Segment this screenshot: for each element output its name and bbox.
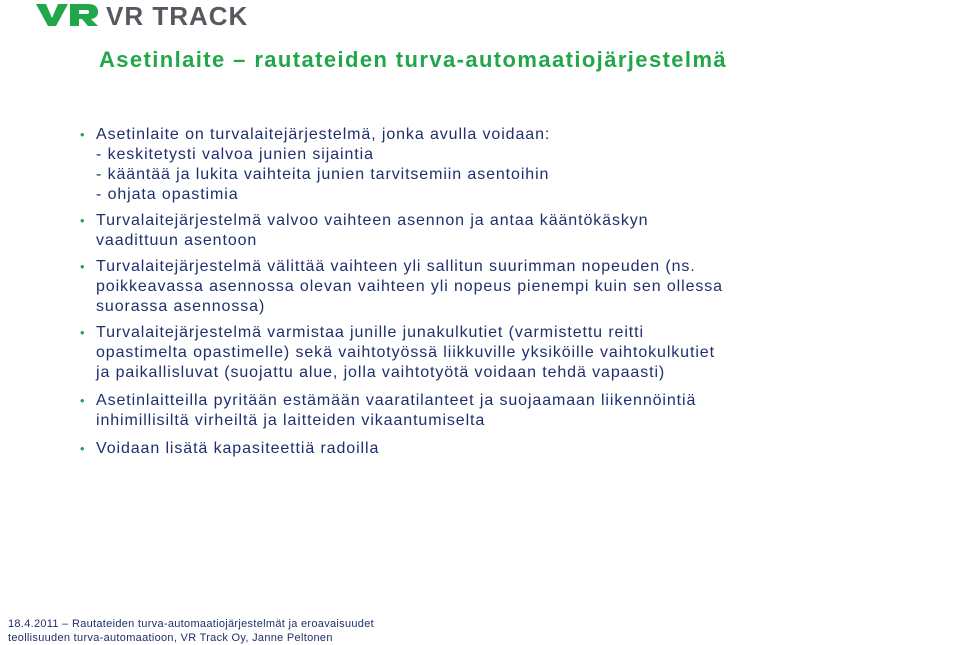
bullet-item	[78, 323, 908, 383]
bullet-icon: •	[80, 325, 86, 340]
item-text-line: Turvalaitejärjestelmä välittää vaihteen yli sallitun suurimman nopeuden (ns.	[96, 258, 696, 275]
item-text-line: Turvalaitejärjestelmä varmistaa junille junakulkutiet (varmistettu reitti	[96, 324, 644, 341]
vr-track-logo-icon	[36, 2, 268, 28]
item-text-line: Voidaan lisätä kapasiteettiä radoilla	[96, 440, 380, 457]
bullet-item	[78, 211, 908, 251]
item-text-line: - kääntää ja lukita vaihteita junien tarvitsemiin asentoihin	[96, 166, 550, 183]
sub-item	[78, 165, 908, 185]
vr-track-logo	[36, 2, 268, 28]
bullet-item	[78, 391, 908, 431]
item-text-line: opastimelta opastimelle) sekä vaihtotyössä liikkuville yksiköille vaihtokulkutiet	[96, 344, 715, 361]
item-text-line: Turvalaitejärjestelmä valvoo vaihteen asennon ja antaa kääntökäskyn	[96, 212, 649, 229]
sub-item	[78, 185, 908, 205]
bullet-icon: •	[80, 127, 86, 142]
bullet-icon: •	[80, 259, 86, 274]
footer	[8, 617, 374, 645]
item-text-line: ja paikallisluvat (suojattu alue, jolla vaihtotyötä voidaan tehdä vapaasti)	[96, 364, 666, 381]
footer-line-2: teollisuuden turva-automaatioon, VR Track Oy, Janne Peltonen	[8, 632, 333, 644]
item-text-line: poikkeavassa asennossa olevan vaihteen yli nopeus pienempi kuin sen ollessa	[96, 278, 723, 295]
item-text-line: - ohjata opastimia	[96, 186, 239, 203]
footer-line-1: 18.4.2011 – Rautateiden turva-automaatiojärjestelmät ja eroavaisuudet	[8, 618, 374, 630]
logo-text: VR TRACK	[106, 2, 249, 28]
bullet-icon: •	[80, 213, 86, 228]
bullet-icon: •	[80, 393, 86, 408]
item-text-line: Asetinlaite on turvalaitejärjestelmä, jonka avulla voidaan:	[96, 126, 551, 143]
bullet-item	[78, 257, 908, 317]
item-text-line: inhimillisiltä virheiltä ja laitteiden vikaantumiselta	[96, 412, 486, 429]
bullet-item	[78, 439, 908, 459]
item-text-line: Asetinlaitteilla pyritään estämään vaaratilanteet ja suojaamaan liikennöintiä	[96, 392, 697, 409]
bullet-list	[78, 125, 908, 459]
sub-item	[78, 145, 908, 165]
item-text-line: suorassa asennossa)	[96, 298, 266, 315]
item-text-line: - keskitetysti valvoa junien sijaintia	[96, 146, 374, 163]
bullet-item	[78, 125, 908, 145]
slide-title: Asetinlaite – rautateiden turva-automaatiojärjestelmä	[99, 47, 728, 72]
bullet-icon: •	[80, 441, 86, 456]
item-text-line: vaadittuun asentoon	[96, 232, 258, 249]
